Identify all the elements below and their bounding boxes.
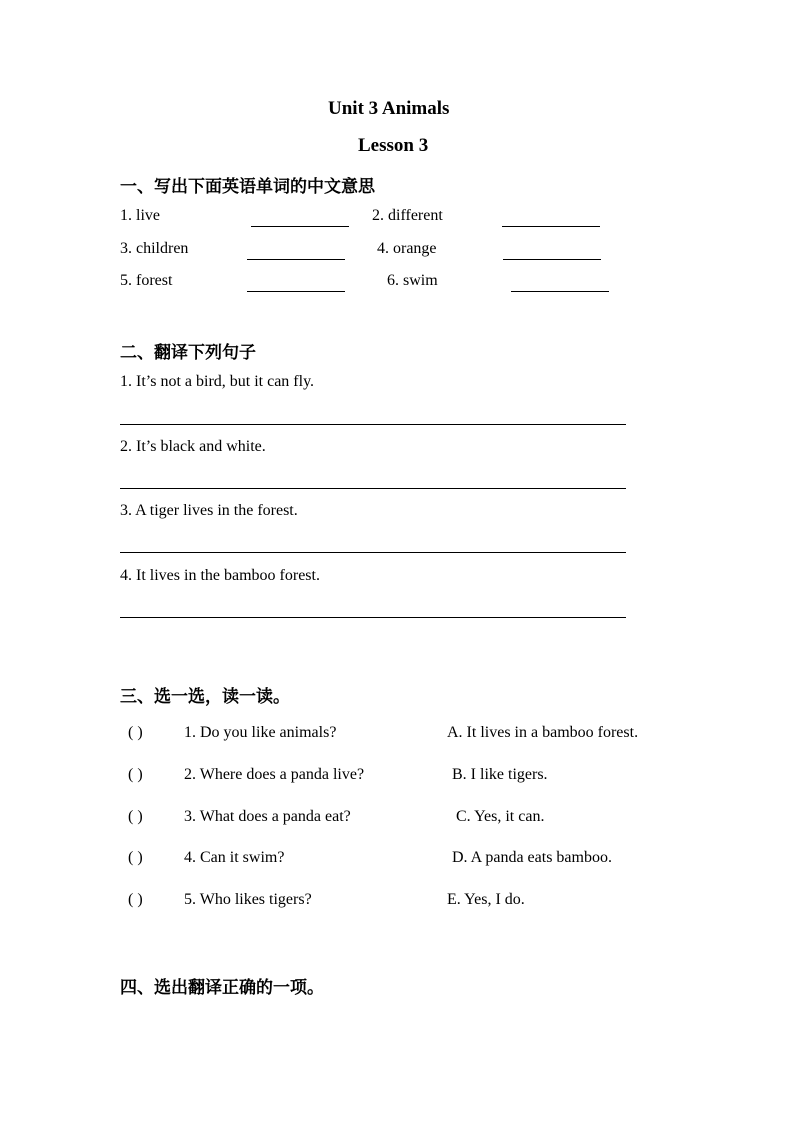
word-item: 2. different: [372, 207, 443, 224]
word-item: 6. swim: [387, 272, 438, 289]
answer-blank[interactable]: [247, 291, 345, 292]
section3-heading: 三、选一选，读一读。: [120, 687, 290, 706]
translation-line[interactable]: [120, 617, 626, 618]
answer-blank[interactable]: [511, 291, 609, 292]
answer-option: D. A panda eats bamboo.: [452, 849, 612, 866]
word-item: 5. forest: [120, 272, 173, 289]
answer-option: C. Yes, it can.: [456, 808, 545, 825]
answer-blank[interactable]: [502, 226, 600, 227]
section2-heading: 二、翻译下列句子: [120, 343, 256, 362]
section1-heading: 一、写出下面英语单词的中文意思: [120, 177, 375, 196]
answer-blank[interactable]: [251, 226, 349, 227]
section4-heading: 四、选出翻译正确的一项。: [120, 978, 324, 997]
translation-line[interactable]: [120, 424, 626, 425]
word-item: 4. orange: [377, 240, 437, 257]
lesson-subtitle: Lesson 3: [358, 135, 429, 156]
answer-paren[interactable]: ( ): [128, 766, 143, 783]
question-item: 4. Can it swim?: [184, 849, 285, 866]
page-title: Unit 3 Animals: [328, 98, 450, 119]
answer-blank[interactable]: [503, 259, 601, 260]
sentence-item: 1. It’s not a bird, but it can fly.: [120, 373, 315, 390]
answer-option: A. It lives in a bamboo forest.: [447, 724, 639, 741]
answer-option: E. Yes, I do.: [447, 891, 525, 908]
question-item: 5. Who likes tigers?: [184, 891, 312, 908]
sentence-item: 2. It’s black and white.: [120, 438, 266, 455]
answer-paren[interactable]: ( ): [128, 808, 143, 825]
answer-option: B. I like tigers.: [452, 766, 548, 783]
answer-paren[interactable]: ( ): [128, 849, 143, 866]
translation-line[interactable]: [120, 552, 626, 553]
question-item: 1. Do you like animals?: [184, 724, 337, 741]
translation-line[interactable]: [120, 488, 626, 489]
sentence-item: 3. A tiger lives in the forest.: [120, 502, 298, 519]
answer-blank[interactable]: [247, 259, 345, 260]
word-item: 3. children: [120, 240, 189, 257]
answer-paren[interactable]: ( ): [128, 891, 143, 908]
question-item: 3. What does a panda eat?: [184, 808, 351, 825]
word-item: 1. live: [120, 207, 160, 224]
question-item: 2. Where does a panda live?: [184, 766, 365, 783]
answer-paren[interactable]: ( ): [128, 724, 143, 741]
sentence-item: 4. It lives in the bamboo forest.: [120, 567, 320, 584]
